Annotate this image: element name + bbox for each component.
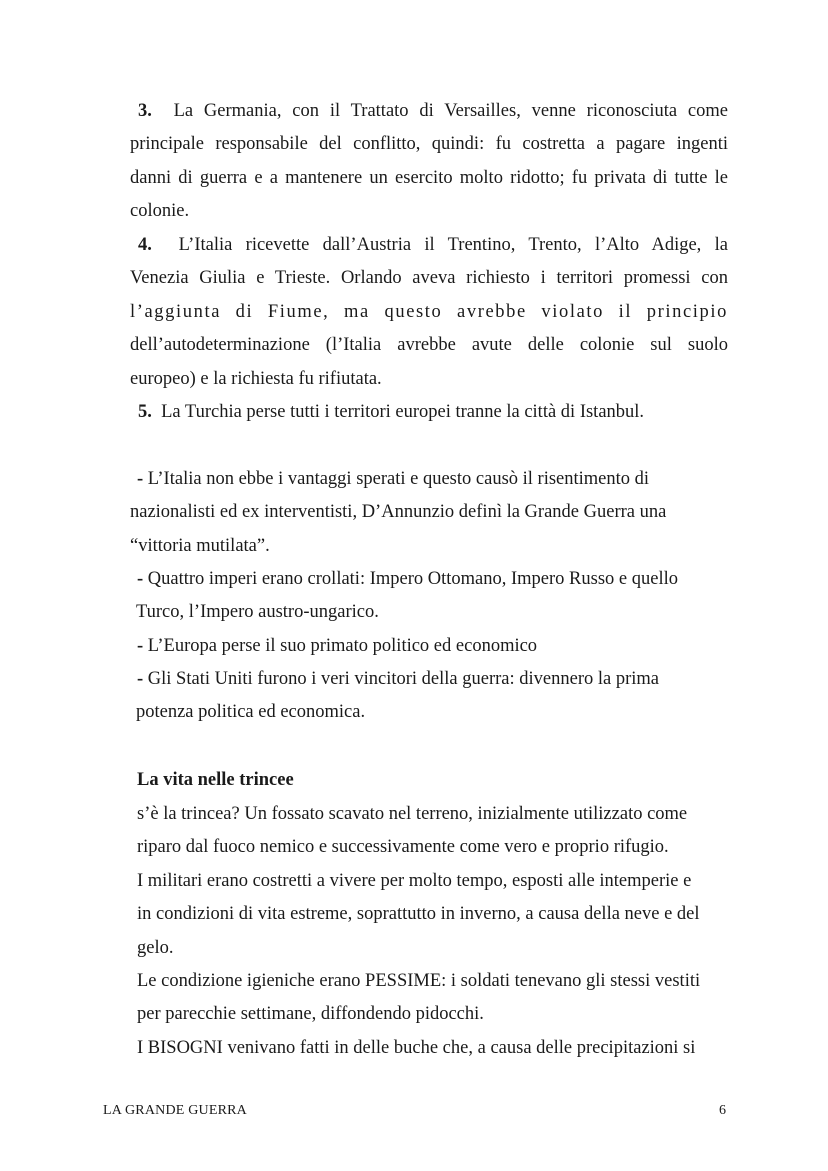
bullet-item-2 (130, 563, 678, 630)
bullet-item-4 (130, 663, 659, 730)
section-line: gelo. (137, 937, 174, 958)
section-line: per parecchie settimane, diffondendo pidocchi. (137, 1004, 484, 1025)
section-line: I BISOGNI venivano fatti in delle buche che, a causa delle precipitazioni si (137, 1037, 696, 1058)
numbered-point-4 (130, 229, 728, 396)
section-line: Le condizione igieniche erano PESSIME: i soldati tenevano gli stessi vestiti (137, 971, 701, 992)
bullet-item-1 (130, 463, 666, 563)
bullet-line: - Quattro imperi erano crollati: Impero Ottomano, Impero Russo e quello (137, 569, 678, 589)
numbered-point-5 (130, 396, 728, 429)
point-line: 3. La Germania, con il Trattato di Versailles, venne riconosciuta come (138, 101, 728, 121)
footer-page-number: 6 (719, 1103, 727, 1118)
bullet-item-3 (130, 630, 537, 663)
point-line: europeo) e la richiesta fu rifiutata. (130, 368, 382, 389)
bullet-line: - Gli Stati Uniti furono i veri vincitori della guerra: divennero la prima (137, 669, 659, 689)
bullet-line: - L’Europa perse il suo primato politico ed economico (137, 636, 538, 656)
bullet-dash: - (137, 636, 144, 656)
section-body (137, 798, 700, 1065)
point-line: dell’autodeterminazione (l’Italia avrebbe avute delle colonie sul suolo (130, 335, 728, 356)
section-line: I militari erano costretti a vivere per molto tempo, esposti alle intemperie e (137, 870, 692, 891)
point-line: 5. La Turchia perse tutti i territori europei tranne la città di Istanbul. (138, 402, 645, 422)
bullet-dash: - (137, 669, 144, 689)
section-line: s’è la trincea? Un fossato scavato nel terreno, inizialmente utilizzato come (137, 804, 688, 824)
section-heading: La vita nelle trincee (137, 770, 294, 790)
bullet-dash: - (137, 469, 144, 489)
point-number: 3. (138, 101, 152, 121)
bullet-line: - L’Italia non ebbe i vantaggi sperati e questo causò il risentimento di (137, 469, 650, 489)
bullet-line: “vittoria mutilata”. (130, 535, 270, 556)
point-number: 5. (138, 402, 152, 422)
bullet-line: potenza politica ed economica. (136, 702, 366, 723)
numbered-point-3 (130, 95, 728, 229)
footer-title: LA GRANDE GUERRA (103, 1103, 247, 1118)
section-line: in condizioni di vita estreme, soprattutto in inverno, a causa della neve e del (137, 904, 700, 925)
bullet-dash: - (137, 569, 144, 589)
point-line: principale responsabile del conflitto, quindi: fu costretta a pagare ingenti (130, 134, 728, 155)
bullet-line: nazionalisti ed ex interventisti, D’Annunzio definì la Grande Guerra una (130, 502, 667, 523)
point-line: colonie. (130, 201, 190, 222)
section-line: riparo dal fuoco nemico e successivamente come vero e proprio rifugio. (137, 837, 669, 858)
point-number: 4. (138, 235, 152, 255)
point-line: 4. L’Italia ricevette dall’Austria il Trentino, Trento, l’Alto Adige, la (138, 235, 728, 255)
bullet-line: Turco, l’Impero austro-ungarico. (136, 602, 379, 623)
point-line: l’aggiunta di Fiume, ma questo avrebbe violato il principio (130, 301, 728, 322)
point-line: Venezia Giulia e Trieste. Orlando aveva richiesto i territori promessi con (130, 268, 728, 289)
point-line: danni di guerra e a mantenere un esercito molto ridotto; fu privata di tutte le (130, 167, 728, 188)
